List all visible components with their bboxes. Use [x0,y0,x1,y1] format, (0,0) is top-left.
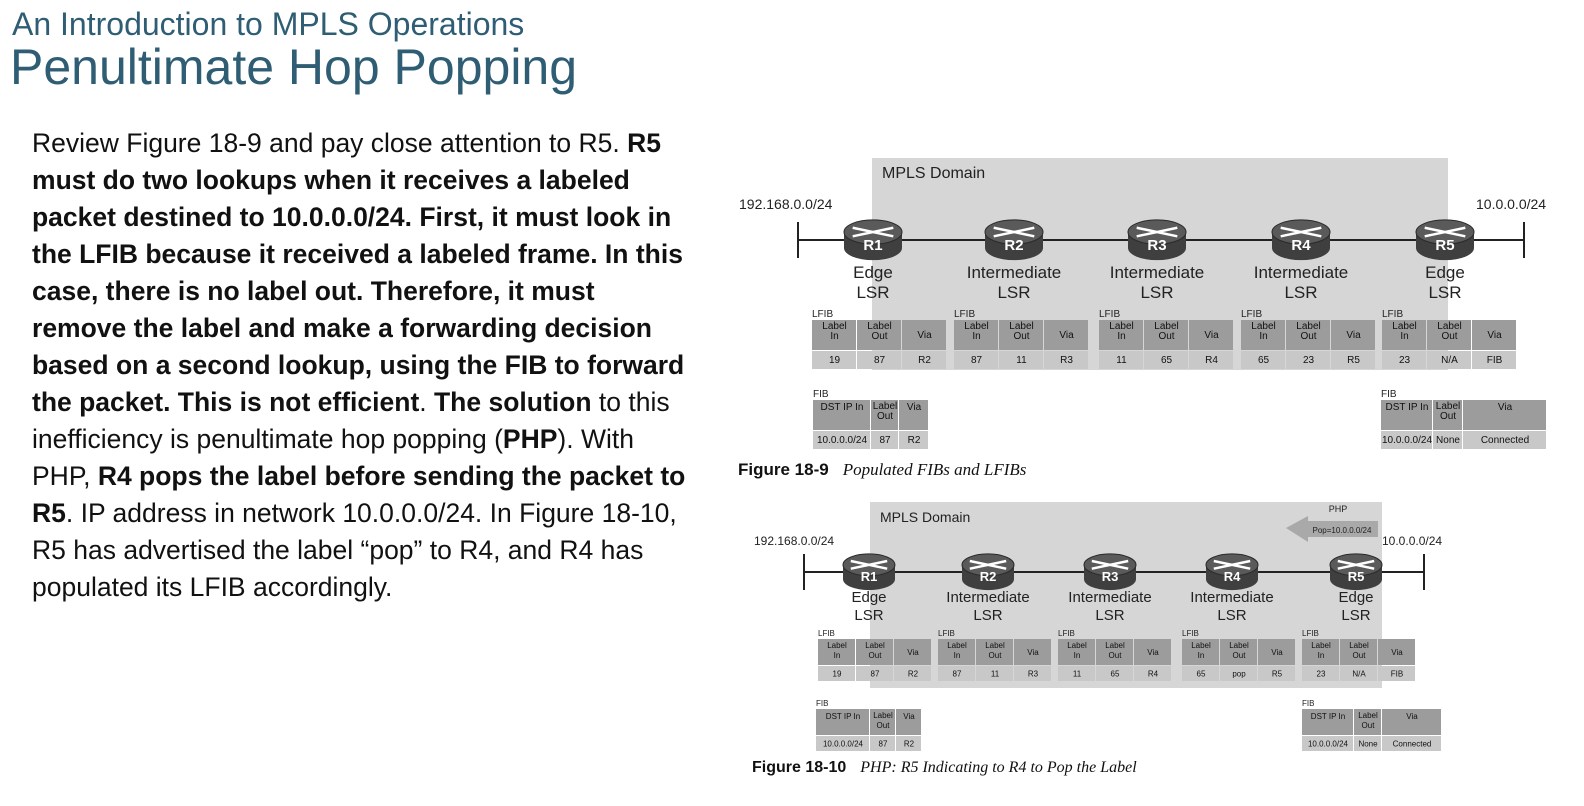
fib-value: 87 [878,739,888,749]
lfib-value: 65 [1257,355,1270,366]
lfib-value: 87 [873,355,886,366]
lfib-header-text: Label [827,641,847,650]
router-type: LSR [1341,607,1371,624]
fib-header-text: Label [1358,711,1378,720]
router-role: Edge [1425,263,1465,282]
fib-value: None [1436,435,1460,446]
right-network-label: 10.0.0.0/24 [1476,196,1547,212]
router-type: LSR [997,283,1031,302]
lfib-header-text: Out [1300,331,1317,342]
fib-value: 10.0.0.0/24 [822,739,864,749]
lfib-value: R2 [907,669,919,679]
fib-header-text: Label [872,401,898,412]
lfib-header-text: Via [1147,648,1159,657]
body-text-run: PHP [502,424,558,454]
lfib-title: LFIB [1182,629,1199,638]
lfib-title: LFIB [1302,629,1319,638]
fib-header-text: Via [1497,402,1513,413]
fib-title: FIB [813,389,829,400]
lfib-value: pop [1232,669,1246,679]
lfib-header-text: Via [1059,330,1074,341]
fib-header-text: Label [1435,401,1461,412]
fib-header-text: DST IP In [1310,712,1346,721]
router-role: Edge [851,589,887,606]
lfib-header-text: In [972,331,981,342]
lfib-header-text: Via [1391,648,1403,657]
fib-value: 10.0.0.0/24 [1307,739,1349,749]
mpls-domain-label: MPLS Domain [882,165,986,182]
fib-header-text: Out [876,411,894,422]
lfib-title: LFIB [1099,309,1121,320]
right-network-label: 10.0.0.0/24 [1382,534,1443,548]
router-role: Edge [1338,589,1374,606]
router-role: Edge [853,263,893,282]
lfib-value: R5 [1271,669,1283,679]
lfib-header-text: In [1259,331,1268,342]
lfib-value: N/A [1352,669,1366,679]
lfib-value: 19 [832,669,842,679]
lfib-header-text: Out [1158,331,1175,342]
body-text-run: R4 pops the label before sending the packet to R5 [32,461,686,528]
lfib-title: LFIB [938,629,955,638]
lfib-value: 87 [952,669,962,679]
lfib-title: LFIB [1382,309,1404,320]
fib-value: R2 [907,435,921,446]
lfib-header-text: Label [1154,321,1179,332]
router-name: R2 [979,569,997,585]
lfib-header-text: In [1317,651,1325,660]
lfib-header-text: Label [1229,641,1249,650]
fib-value: Connected [1392,739,1432,749]
router-name: R4 [1291,236,1311,254]
router-name: R1 [860,569,878,585]
router-role: Intermediate [1109,263,1205,282]
figure-18-9 [736,150,1576,490]
router-role: Intermediate [946,589,1030,606]
lfib-header-text: Label [1191,641,1211,650]
figure-18-9-caption-text: Populated FIBs and LFIBs [842,460,1027,479]
figure-18-10-number: Figure 18-10 [752,759,847,776]
router-type: LSR [1428,283,1462,302]
lfib-header-text: In [1073,651,1081,660]
fib-header-text: Out [1439,411,1457,422]
router-type: LSR [854,607,884,624]
router-name: R1 [863,236,883,254]
lfib-header-text: In [1117,331,1126,342]
lfib-header-text: Label [867,321,892,332]
lfib-header-text: In [1197,651,1205,660]
lfib-header-text: In [1400,331,1409,342]
lfib-value: R3 [1060,355,1073,366]
figure-18-10-diagram [736,496,1576,758]
lfib-header-text: In [830,331,839,342]
php-label: PHP [1328,504,1348,514]
fib-value: 10.0.0.0/24 [816,435,868,446]
router-name: R2 [1004,236,1024,254]
lfib-header-text: Label [947,641,967,650]
body-text-run: R5 must do two lookups when it receives a labeled packet destined to 10.0.0.0/24. First, it must look in the LFIB because it received a labeled frame. In this case, there is no label out. Therefore, it must remove the label and make a forwarding decision based on a second lookup, using the FIB to forward the packet. This is not efficient [32,128,685,417]
fib-title: FIB [816,699,829,708]
lfib-header-text: Via [1487,330,1502,341]
body-text-run: The solution [434,387,592,417]
lfib-header-text: Out [1013,331,1030,342]
router-name: R5 [1435,236,1455,254]
figure-18-9-caption [738,460,1026,480]
lfib-title: LFIB [1058,629,1075,638]
body-paragraph [32,125,692,606]
lfib-header-text: Via [1027,648,1039,657]
router-type: LSR [1284,283,1318,302]
router-name: R3 [1101,569,1119,585]
lfib-header-text: Label [1009,321,1034,332]
lfib-header-text: Label [1437,321,1462,332]
lfib-header-text: Label [985,641,1005,650]
lfib-header-text: Out [1441,331,1458,342]
lfib-title: LFIB [1241,309,1263,320]
lfib-header-text: Via [1346,330,1361,341]
lfib-header-text: In [953,651,961,660]
router-name: R3 [1147,236,1167,254]
router-role: Intermediate [1253,263,1349,282]
fib-header-text: Via [906,402,922,413]
fib-header-text: DST IP In [1385,402,1429,413]
lfib-value: 23 [1302,355,1315,366]
php-value: Pop=10.0.0.0/24 [1312,526,1372,535]
router-name: R5 [1347,569,1365,585]
lfib-value: 87 [970,355,983,366]
fib-value: R2 [903,739,915,749]
lfib-value: 87 [870,669,880,679]
lfib-header-text: Out [1232,651,1246,660]
lfib-value: 11 [1016,355,1027,366]
lfib-value: FIB [1486,355,1503,366]
lfib-value: FIB [1390,669,1404,679]
body-text-run: Review Figure 18-9 and pay close attention to R5. [32,128,628,158]
lfib-value: 11 [990,669,1000,679]
lfib-header-text: Via [907,648,919,657]
router-type: LSR [973,607,1003,624]
lfib-value: R3 [1027,669,1039,679]
lfib-header-text: Label [1251,321,1276,332]
body-text-run: to this inefficiency is penultimate hop popping ( [32,387,670,454]
lfib-title: LFIB [954,309,976,320]
lfib-value: 19 [828,355,841,366]
lfib-header-text: Label [865,641,885,650]
fib-header-text: Out [876,721,890,730]
fib-value: 10.0.0.0/24 [1381,435,1433,446]
lfib-header-text: Label [964,321,989,332]
router-type: LSR [1140,283,1174,302]
fib-title: FIB [1302,699,1315,708]
fib-header-text: DST IP In [825,712,861,721]
lfib-value: N/A [1441,355,1458,366]
lfib-value: 65 [1160,355,1173,366]
lfib-header-text: Label [822,321,847,332]
fib-value: None [1358,739,1378,749]
left-network-label: 192.168.0.0/24 [739,196,833,212]
router-name: R4 [1223,569,1241,585]
fib-header-text: DST IP In [820,402,864,413]
router-role: Intermediate [1190,589,1274,606]
lfib-header-text: Out [868,651,882,660]
lfib-header-text: Via [1271,648,1283,657]
body-text-run: . [419,387,434,417]
lfib-header-text: Via [917,330,932,341]
lfib-header-text: Label [1105,641,1125,650]
figure-18-10-caption-text: PHP: R5 Indicating to R4 to Pop the Label [860,759,1137,776]
fib-value: 87 [879,435,891,446]
fib-header-text: Label [873,711,893,720]
left-network-label: 192.168.0.0/24 [754,534,835,548]
lfib-value: R4 [1147,669,1159,679]
lfib-value: 23 [1398,355,1411,366]
figure-18-9-number: Figure 18-9 [738,460,829,479]
fib-header-text: Via [1406,712,1418,721]
lfib-value: R4 [1205,355,1218,366]
figure-18-10-caption [752,759,1137,777]
lfib-header-text: Label [1392,321,1417,332]
router-type: LSR [1217,607,1247,624]
lfib-header-text: Out [1352,651,1366,660]
lfib-title: LFIB [812,309,834,320]
lfib-header-text: Label [1296,321,1321,332]
router-role: Intermediate [1068,589,1152,606]
lfib-header-text: Label [1349,641,1369,650]
figure-18-9-diagram [736,150,1576,462]
lfib-value: 65 [1196,669,1206,679]
lfib-value: 11 [1116,355,1127,366]
lfib-header-text: Label [1311,641,1331,650]
figure-18-10 [736,496,1576,796]
body-text-run: . IP address in network 10.0.0.0/24. In Figure 18-10, R5 has advertised the label “pop” to R4, and R4 has populated its LFIB accordingly. [32,498,677,602]
lfib-header-text: In [833,651,841,660]
lfib-value: R2 [918,355,931,366]
slide-title: Penultimate Hop Popping [10,39,578,95]
lfib-value: 65 [1110,669,1120,679]
lfib-header-text: Out [1108,651,1122,660]
lfib-value: 11 [1072,669,1082,679]
slide-subtitle: An Introduction to MPLS Operations [12,6,525,42]
fib-value: Connected [1480,435,1530,446]
mpls-domain-label: MPLS Domain [880,509,971,525]
router-role: Intermediate [966,263,1062,282]
lfib-header-text: Label [1067,641,1087,650]
lfib-header-text: Out [988,651,1002,660]
lfib-value: R5 [1347,355,1360,366]
router-type: LSR [1095,607,1125,624]
fib-title: FIB [1381,389,1397,400]
lfib-header-text: Label [1109,321,1134,332]
fib-header-text: Out [1361,721,1375,730]
lfib-header-text: Via [1204,330,1219,341]
fib-header-text: Via [903,712,915,721]
body-text-run: ). With PHP, [32,424,634,491]
lfib-header-text: Out [871,331,888,342]
lfib-title: LFIB [818,629,835,638]
router-type: LSR [856,283,890,302]
lfib-value: 23 [1316,669,1326,679]
